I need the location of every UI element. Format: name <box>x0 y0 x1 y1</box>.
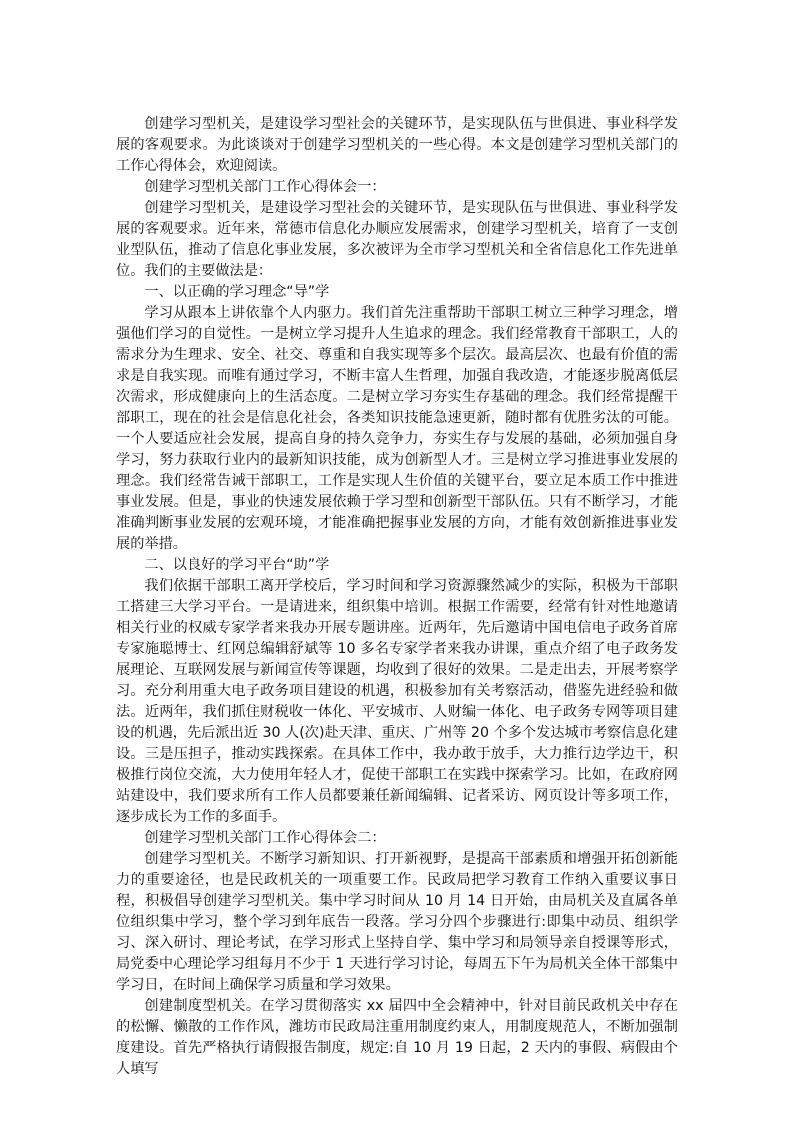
body-paragraph: 我们依据干部职工离开学校后，学习时间和学习资源骤然减少的实际，积极为干部职工搭建三大学习平台。一是请进来，组织集中培训。根据工作需要，经常有针对性地邀请相关行业的权威专家学者来我办开展专题讲座。近两年，先后邀请中国电信电子政务首席专家施聪博士、红网总编辑舒斌等 10 多名专家学者来我办讲课，重点介绍了电子政务发展理论、互联网发展与新闻宣传等课题，均收到了很好的效果。二是走出去，开展考察学习。充分利用重大电子政务项目建设的机遇，积极参加有关考察活动，借鉴先进经验和做法。近两年，我们抓住财税收一体化、平安城市、人财编一体化、电子政务专网等项目建设的机遇，先后派出近 30 人(次)赴天津、重庆、广州等 20 个多个发达城市考察信息化建设。三是压担子，推动实践探索。在具体工作中，我办敢于放手，大力推行边学边干，积极推行岗位交流，大力使用年轻人才，促使干部职工在实践中探索学习。比如，在政府网站建设中，我们要求所有工作人员都要兼任新闻编辑、记者采访、网页设计等多项工作，逐步成长为工作的多面手。 <box>116 578 678 825</box>
document-page <box>116 114 678 1080</box>
subheading-learning-concept: 一、以正确的学习理念“导”学 <box>144 284 330 300</box>
body-paragraph: 创建学习型机关。不断学习新知识、打开新视野，是提高干部素质和增强开拓创新能力的重要途径，也是民政机关的一项重要工作。民政局把学习教育工作纳入重要议事日程，积极倡导创建学习型机关。集中学习时间从 10 月 14 日开始，由局机关及直属各单位组织集中学习，整个学习到年底告一段落。学习分四个步骤进行:即集中动员、组织学习、深入研讨、理论考试，在学习形式上坚持自学、集中学习和局领导亲自授课等形式，局党委中心理论学习组每月不少于 1 天进行学习讨论，每周五下午为局机关全体干部集中学习日，在时间上确保学习质量和学习效果。 <box>116 851 678 993</box>
body-paragraph: 创建学习型机关，是建设学习型社会的关键环节，是实现队伍与世俱进、事业科学发展的客观要求。近年来，常德市信息化办顺应发展需求，创建学习型机关，培育了一支创业型队伍，推动了信息化事业发展，多次被评为全市学习型机关和全省信息化工作先进单位。我们的主要做法是： <box>116 200 678 279</box>
subheading-learning-platform: 二、以良好的学习平台“助”学 <box>144 557 330 573</box>
body-paragraph: 创建制度型机关。在学习贯彻落实 xx 届四中全会精神中，针对目前民政机关中存在的松懈、懒散的工作作风，潍坊市民政局注重用制度约束人，用制度规范人，不断加强制度建设。首先严格执行请假报告制度，规定:自 10 月 19 日起，2 天内的事假、病假由个人填写 <box>116 998 678 1077</box>
body-paragraph: 学习从跟本上讲依靠个人内驱力。我们首先注重帮助干部职工树立三种学习理念，增强他们学习的自觉性。一是树立学习提升人生追求的理念。我们经常教育干部职工，人的需求分为生理求、安全、社交、尊重和自我实现等多个层次。最高层次、也最有价值的需求是自我实现。而唯有通过学习，不断丰富人生哲理，加强自我改造，才能逐步脱离低层次需求，形成健康向上的生活态度。二是树立学习夯实生存基础的理念。我们经常提醒干部职工，现在的社会是信息化社会，各类知识技能急速更新，随时都有优胜劣汰的可能。一个人要适应社会发展，提高自身的持久竞争力，夯实生存与发展的基础，必须加强自身学习，努力获取行业内的最新知识技能，成为创新型人才。三是树立学习推进事业发展的理念。我们经常告诫干部职工，工作是实现人生价值的关键平台，要立足本质工作中推进事业发展。但是，事业的快速发展依赖于学习型和创新型干部队伍。只有不断学习，才能准确判断事业发展的宏观环境，才能准确把握事业发展的方向，才能有效创新推进事业发展的举措。 <box>116 305 678 552</box>
section-heading-one: 创建学习型机关部门工作心得体会一： <box>144 179 386 195</box>
intro-paragraph: 创建学习型机关，是建设学习型社会的关键环节，是实现队伍与世俱进、事业科学发展的客观要求。为此谈谈对于创建学习型机关的一些心得。本文是创建学习型机关部门的工作心得体会，欢迎阅读。 <box>116 116 678 174</box>
section-heading-two: 创建学习型机关部门工作心得体会二： <box>144 830 386 846</box>
